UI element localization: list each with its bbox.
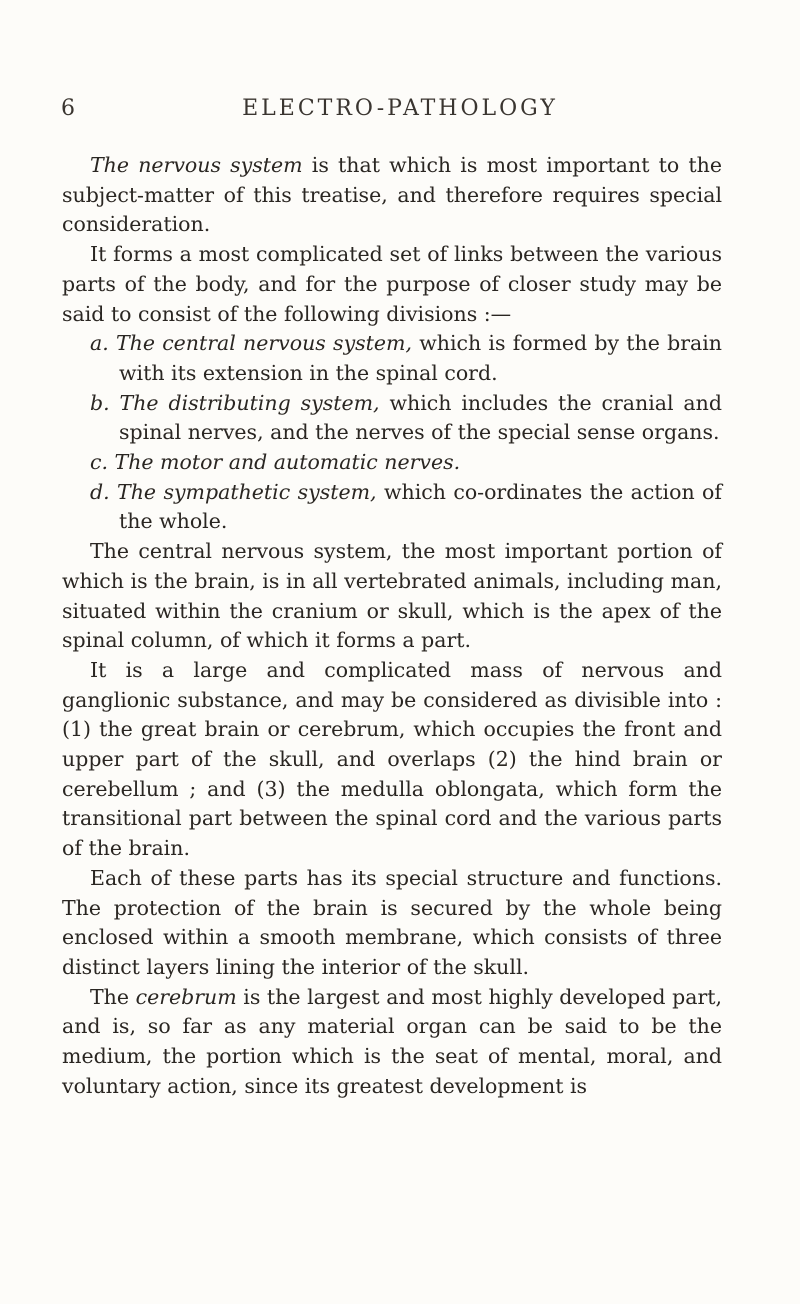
- body-text: [62, 151, 722, 1102]
- paragraph-text: The central nervous system, the most important portion of which is the brain, is in all vertebrated animals, including man, situated within the cranium or skull, which is the apex of the spinal column, of which it forms a part.: [62, 539, 722, 653]
- paragraph-protection: [62, 864, 722, 983]
- italic-term: The distributing system,: [119, 390, 380, 415]
- list-marker: b.: [90, 390, 110, 415]
- paragraph-central-system: [62, 537, 722, 656]
- paragraph-text: is the largest and most highly developed part, and is, so far as any material organ can be said to be the medium, the portion which is the seat of mental, moral, and voluntary action, since its greatest development is: [62, 984, 722, 1098]
- list-item-c: [62, 448, 722, 478]
- list-marker: d.: [90, 479, 110, 504]
- list-item-b: [62, 389, 722, 448]
- list-marker: c.: [90, 450, 108, 475]
- italic-term: cerebrum: [135, 984, 237, 1009]
- list-item-a: [62, 329, 722, 388]
- italic-term: The nervous system: [90, 153, 303, 177]
- running-title: ELECTRO-PATHOLOGY: [242, 96, 558, 121]
- paragraph-text: is that which is most important to the subject-matter of this treatise, and therefore requires special consideration.: [62, 153, 722, 237]
- list-item-text: which co-ordinates the action of the whole.: [119, 479, 722, 534]
- list-item-d: [62, 478, 722, 537]
- paragraph-text: It forms a most complicated set of links between the various parts of the body, and for the purpose of closer study may be said to consist of the following divisions :—: [62, 242, 722, 326]
- paragraph-text: It is a large and complicated mass of nervous and ganglionic substance, and may be considered as divisible into : (1) the great brain or cerebrum, which occupies the front and upper part of the skull, and overlaps (2) the hind brain or cerebellum ; and (3) the medulla oblongata, which form the transitional part between the spinal cord and the various parts of the brain.: [62, 657, 722, 861]
- page-number: 6: [61, 96, 75, 121]
- italic-term: The motor and automatic nerves.: [114, 450, 461, 475]
- page-header: [0, 96, 800, 126]
- paragraph-text: Each of these parts has its special structure and functions. The protection of the brain is secured by the whole being enclosed within a smooth membrane, which consists of three distinct layers lining the interior of the skull.: [62, 865, 722, 979]
- list-item-text: which is formed by the brain with its extension in the spinal cord.: [119, 331, 722, 385]
- italic-term: The sympathetic system,: [117, 479, 377, 504]
- list-marker: a.: [90, 331, 109, 356]
- paragraph-prefix: The: [90, 984, 136, 1009]
- paragraph-nervous-system: [62, 151, 722, 240]
- italic-term: The central nervous system,: [115, 331, 412, 356]
- paragraph-cerebrum: [62, 983, 722, 1102]
- list-item-text: which includes the cranial and spinal nerves, and the nerves of the special sense organs.: [119, 390, 722, 445]
- paragraph-divisions: [62, 240, 722, 329]
- paragraph-brain-parts: [62, 656, 722, 864]
